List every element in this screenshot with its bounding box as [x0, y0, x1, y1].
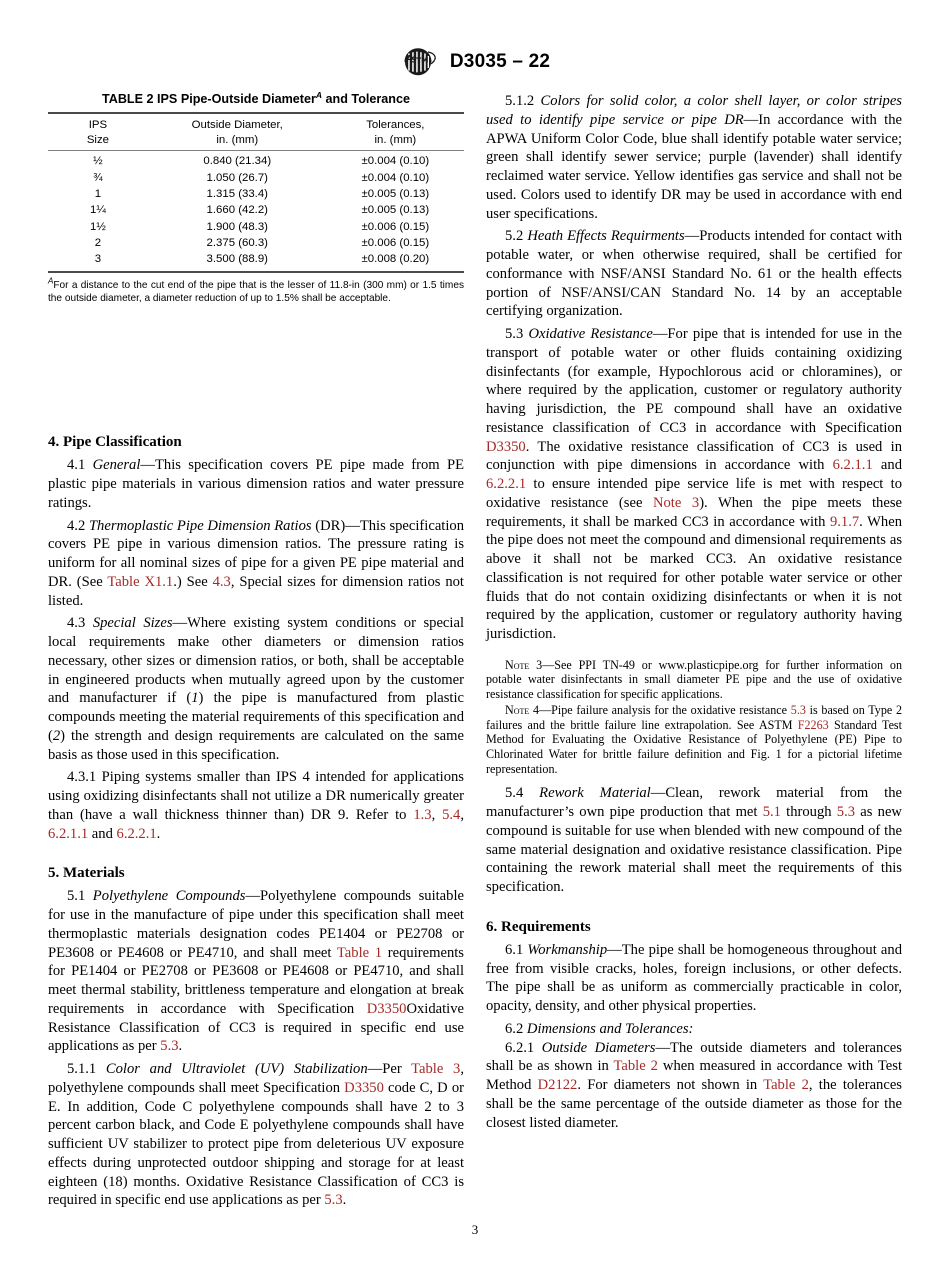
- para-number: 4.3.1: [67, 769, 97, 786]
- page-number: 3: [471, 1222, 479, 1237]
- spacer: [48, 308, 464, 416]
- table-2: [48, 112, 464, 270]
- table-2-caption-footnote-marker: A: [315, 89, 323, 100]
- para-text: ,: [431, 806, 443, 823]
- para-number: 6.1: [505, 941, 524, 958]
- cross-reference-link-d3350[interactable]: D3350: [366, 1000, 407, 1017]
- table-2-body: [48, 151, 464, 271]
- para-title: Outside Diameters: [541, 1039, 656, 1056]
- para-text: , Special sizes for dimension ratios not listed.: [48, 573, 464, 609]
- table-2-caption-prefix: TABLE 2 IPS Pipe-Outside Diameter: [101, 92, 316, 106]
- para-number: 4.3: [67, 615, 86, 632]
- para-number: 6.2.1: [505, 1039, 535, 1056]
- note-label: Note 3: [505, 657, 543, 672]
- page-header: [0, 48, 950, 76]
- table-2-col-header-outside-diameter: [148, 113, 327, 151]
- para-text: —For pipe that is intended for use in the transport of potable water or other fluids containing oxidizing disinfectants (for example, Hypochlorous acid or chloramines), or where required by the application, customer or regulatory authority having jurisdiction, the PE compound shall have an oxidative resistance classification of CC3 in accordance with Specification: [486, 326, 903, 436]
- para-text: when measured in accordance with Test Method: [486, 1058, 903, 1093]
- cross-reference-link-5-3[interactable]: 5.3: [324, 1192, 343, 1209]
- table-2-footnote: [48, 276, 464, 307]
- para-number: 5.2: [505, 228, 524, 245]
- para-title: Polyethylene Compounds: [92, 888, 246, 905]
- cell-outside-diameter: 3.500 (88.9): [206, 253, 268, 266]
- cross-reference-link-d3350[interactable]: D3350: [486, 438, 526, 455]
- table-2-col-header-tolerances: [327, 113, 464, 151]
- table-row: [48, 203, 464, 219]
- para-text: to ensure intended pipe service life is met with respect to oxidative resistance (see: [486, 476, 902, 511]
- para-number: 5.3: [505, 326, 524, 342]
- col-header-line2: Size: [86, 133, 109, 146]
- enum-marker-2: 2: [52, 727, 61, 744]
- table-row: [48, 151, 464, 170]
- para-text: —Where existing system conditions or special local requirements make other diameters or dimension ratios necessary, other sizes or dimension ratios, or both, shall be acceptable in engineered products when mutually agreed upon by the customer and manufacturer if (: [48, 615, 464, 707]
- table-row: [48, 170, 464, 186]
- para-text: . The oxidative resistance classification of CC3 is used in conjunction with pipe dimensions in accordance with: [486, 438, 902, 474]
- para-text: through: [780, 804, 837, 820]
- note-label: Note 4: [505, 702, 540, 717]
- para-text: .: [178, 1038, 183, 1055]
- para-text: code C, D or E. In addition, Code C polyethylene compounds shall have 2 to 3 percent carbon black, and Code E polyethylene compounds shall have sufficient UV stabilizer to protect pipe from deleterious UV exposure effects during unprotected outdoor shipping and storage for at least eighteen (18) months. Oxidative Resistance Classification of CC3 is required in specific end use applications as per: [48, 1079, 464, 1209]
- table-2-caption-suffix: and Tolerance: [322, 92, 410, 106]
- cell-tolerance: ±0.005 (0.13): [361, 204, 430, 217]
- cell-outside-diameter: 1.660 (42.2): [206, 204, 268, 217]
- cross-reference-link-d3350[interactable]: D3350: [344, 1079, 384, 1096]
- note-3: [486, 658, 902, 703]
- astm-logo-icon: [400, 48, 440, 76]
- para-title: Color and Ultraviolet (UV) Stabilization: [105, 1061, 368, 1078]
- cross-reference-link-5-3[interactable]: 5.3: [160, 1038, 179, 1055]
- cell-outside-diameter: 1.315 (33.4): [206, 187, 268, 200]
- cell-ips-size: 1¼: [89, 204, 106, 217]
- para-number: 5.1.1: [67, 1061, 97, 1078]
- para-text: ,: [460, 806, 465, 823]
- para-text: .) See: [173, 573, 213, 590]
- cross-reference-link-table-3[interactable]: Table 3: [411, 1061, 461, 1078]
- cross-reference-link-5-3[interactable]: 5.3: [836, 804, 856, 820]
- cross-reference-link-6-2-2-1[interactable]: 6.2.2.1: [486, 476, 527, 492]
- para-body: —In accordance with the APWA Uniform Color Code, blue shall identify potable water service; green shall identify sewer service; purple (lavender) shall identify reclaimed water service. Yellow identifies gas service and shall not be used. Colors used to identify DR may be used in accordance with end user specifications.: [486, 111, 902, 222]
- paragraph-5-4: [486, 784, 902, 901]
- cell-ips-size: 2: [94, 237, 102, 250]
- cell-tolerance: ±0.004 (0.10): [361, 171, 430, 184]
- para-title: Dimensions and Tolerances:: [526, 1020, 694, 1037]
- cell-outside-diameter: 0.840 (21.34): [148, 151, 327, 170]
- paragraph-6-1: [486, 941, 902, 1020]
- para-number: 4.1: [67, 457, 86, 474]
- para-text: —Per: [367, 1061, 412, 1078]
- note-text: —Pipe failure analysis for the oxidative resistance: [539, 702, 791, 717]
- svg-text:T: T: [415, 56, 421, 66]
- para-text: . For diameters not shown in: [577, 1077, 764, 1093]
- para-title: Workmanship: [527, 941, 608, 958]
- table-2-head: [48, 113, 464, 151]
- col-header-line1: Outside Diameter,: [191, 119, 283, 132]
- cell-ips-size: 3: [94, 253, 102, 266]
- table-row: [48, 235, 464, 251]
- col-header-line2: in. (mm): [216, 133, 259, 146]
- para-title: General: [92, 457, 141, 474]
- para-number: 5.1: [67, 888, 86, 905]
- cross-reference-link-note-3[interactable]: Note 3: [652, 494, 700, 511]
- table-2-col-header-size: [48, 113, 148, 151]
- para-title: Heath Effects Requirments: [527, 228, 685, 245]
- para-text: ) the strength and design requirements are calculated on the same basis as those used in this specification.: [48, 727, 464, 763]
- svg-text:A: A: [406, 54, 413, 64]
- notes-block: [486, 648, 902, 785]
- section-heading-4: 4. Pipe Classification: [48, 434, 182, 451]
- para-body: —Products intended for contact with potable water, or when otherwise required, shall be certified for conformance with NSF/ANSI Standard No. 61 or the health effects portion of NSF/ANSI/CAN Standard No. 14 by an acceptable certifying organization.: [486, 228, 902, 320]
- cross-reference-link-4-3[interactable]: 4.3: [212, 573, 231, 590]
- cross-reference-link-d2122[interactable]: D2122: [537, 1077, 578, 1093]
- section-heading-5: 5. Materials: [48, 865, 125, 882]
- para-text: ). When the pipe meets these requirements, it shall be marked CC3 in accordance with: [486, 494, 902, 530]
- para-title: Rework Material: [539, 785, 651, 802]
- para-title: Special Sizes: [92, 615, 173, 632]
- para-text: .: [156, 825, 161, 842]
- paragraph-5-3: [486, 325, 902, 648]
- table-row: [48, 186, 464, 202]
- table-row: [48, 219, 464, 235]
- para-text: Oxidative Resistance Classification of CC3 is required in specific end use applications as per: [48, 1000, 464, 1055]
- para-text: and: [88, 825, 117, 842]
- cell-tolerance: ±0.006 (0.15): [361, 237, 430, 250]
- para-text: .: [342, 1192, 347, 1209]
- paragraph-5-2: [486, 227, 902, 325]
- note-4: [486, 703, 902, 777]
- left-column: [48, 89, 465, 1210]
- note-text: Standard Test Method for Evaluating the Oxidative Resistance of Polyethylene (PE) Pipe to Chlorinated Water for brittle failure definition and Fig. 1 for a pictorial lifetime representation.: [486, 717, 903, 776]
- col-header-line1: IPS: [88, 119, 108, 132]
- cross-reference-link-table-1[interactable]: Table 1: [336, 944, 383, 961]
- para-text: —Polyethylene compounds suitable for use in the manufacture of pipe under this specification shall meet thermoplastic materials designation codes PE1404 or PE2708 or PE3608 or PE4608 or PE4710, and shall meet: [48, 888, 464, 961]
- paragraph-4-2: [48, 517, 464, 615]
- cell-tolerance: ±0.006 (0.15): [361, 220, 430, 233]
- cross-reference-link-1-3[interactable]: 1.3: [413, 806, 432, 823]
- cell-ips-size: ½: [48, 151, 148, 170]
- svg-text:S: S: [411, 55, 417, 65]
- document-designation: D3035 – 22: [449, 51, 551, 72]
- table-row: [48, 252, 464, 271]
- table-2-bottom-rule: [48, 271, 464, 273]
- paragraph-4-1: [48, 456, 464, 516]
- cell-tolerance: ±0.005 (0.13): [361, 187, 430, 200]
- col-header-line1: Tolerances,: [366, 119, 425, 132]
- paragraph-6-2-1: [486, 1039, 902, 1137]
- footnote-marker: A: [48, 276, 54, 286]
- cross-reference-link-6-2-1-1[interactable]: 6.2.1.1: [48, 825, 89, 842]
- paragraph-5-1-1: [48, 1060, 464, 1210]
- para-text: —The outside diameters and tolerances shall be as shown in: [486, 1039, 902, 1075]
- cross-reference-link-table-2[interactable]: Table 2: [763, 1077, 809, 1093]
- cell-outside-diameter: 1.900 (48.3): [206, 220, 268, 233]
- para-text: , the tolerances shall be the same percentage of the outside diameter as those for the closest listed diameter.: [486, 1077, 902, 1131]
- section-heading-6: 6. Requirements: [486, 918, 591, 935]
- para-text: requirements for PE1404 or PE2708 or PE3608 or PE4608 or PE4710, and shall meet thermal stability, brittleness temperature and elongation at break requirements in accordance with Specification: [48, 944, 464, 1017]
- cell-tolerance: ±0.004 (0.10): [327, 151, 464, 170]
- cross-reference-link-6-2-1-1[interactable]: 6.2.1.1: [832, 457, 873, 474]
- cross-reference-link-f2263[interactable]: F2263: [797, 717, 829, 732]
- para-text: . When the pipe does not meet the compound and dimensional requirements as above it shall not be marked CC3. An oxidative resistance classification is not required for other potable water service or other fluids that do not contain oxidizing disinfectants or when it is not required by the application, customer or regulatory authority having jurisdiction.: [486, 513, 902, 642]
- para-title: Colors for solid color, a color shell layer, or color stripes used to identify pipe service or pipe DR: [486, 93, 902, 128]
- para-text: ) the pipe is manufactured from plastic compounds meeting the material requirements of this specification and (: [48, 690, 465, 744]
- para-number: 6.2: [505, 1020, 524, 1037]
- para-text: as new compound is suitable for use when blended with new compound of the same material designation and oxidative resistance classification. Pipe containing the rework material shall meet the requirements of this specification.: [486, 804, 902, 895]
- cell-ips-size: ¾: [93, 171, 103, 184]
- cross-reference-link-5-1[interactable]: 5.1: [762, 804, 781, 820]
- para-text: and: [872, 457, 902, 474]
- cross-reference-link-9-1-7[interactable]: 9.1.7: [829, 513, 860, 530]
- paragraph-4-3-1: [48, 768, 464, 847]
- svg-text:M: M: [420, 55, 429, 65]
- cross-reference-link-5-4[interactable]: 5.4: [442, 806, 461, 823]
- table-2-caption: [48, 89, 464, 112]
- right-column: [486, 92, 902, 1136]
- para-body: —This specification covers PE pipe made from PE plastic pipe materials in various dimension ratios and water pressure ratings.: [48, 457, 464, 511]
- cell-outside-diameter: 2.375 (60.3): [206, 237, 268, 250]
- table-2-header-row: [48, 113, 464, 151]
- cross-reference-link-5-3[interactable]: 5.3: [790, 702, 806, 717]
- para-text: Piping systems smaller than IPS 4 intended for applications using oxidizing disinfectants shall not utilize a DR numerically greater than (have a wall thickness thinner than) DR 9. Refer to: [48, 769, 464, 823]
- cell-ips-size: 1½: [89, 220, 106, 233]
- cross-reference-link-table-x1-1[interactable]: Table X1.1: [107, 573, 174, 590]
- paragraph-5-1-2: [486, 92, 902, 227]
- col-header-line2: in. (mm): [374, 133, 417, 146]
- cross-reference-link-6-2-2-1[interactable]: 6.2.2.1: [116, 825, 157, 842]
- footnote-text: For a distance to the cut end of the pipe that is the lesser of 11.8-in (300 mm) or 1.5 times the outside diameter, a diameter reduction of up to 1.5% shall be acceptable.: [48, 279, 464, 305]
- table-2-block: [48, 89, 464, 306]
- paragraph-6-2: [486, 1020, 902, 1039]
- para-text: , polyethylene compounds shall meet Specification: [48, 1061, 464, 1096]
- para-title: Oxidative Resistance: [528, 326, 653, 342]
- cross-reference-link-table-2[interactable]: Table 2: [613, 1058, 658, 1075]
- para-number: 4.2: [67, 517, 86, 534]
- para-number: 5.1.2: [505, 93, 535, 109]
- enum-marker-1: 1: [191, 690, 199, 707]
- cell-tolerance: ±0.008 (0.20): [361, 253, 430, 266]
- para-number: 5.4: [505, 785, 524, 802]
- cell-ips-size: 1: [94, 187, 102, 200]
- note-text: is based on Type 2 failures and the brittle failure line extrapolation. See ASTM: [486, 702, 903, 732]
- note-body: —See PPI TN-49 or www.plasticpipe.org for further information on potable water disinfectants in small diameter PE pipe and the use of oxidative resistance classification for specific applications.: [486, 657, 902, 702]
- paragraph-5-1: [48, 887, 464, 1060]
- para-text: —Clean, rework material from the manufacturer’s own pipe production that met: [486, 785, 902, 820]
- para-body: —The pipe shall be homogeneous throughout and free from visible cracks, holes, foreign inclusions, or other defects. The pipe shall be as uniform as commercially practicable in color, opacity, density, and other physical properties.: [486, 941, 902, 1014]
- para-title: Thermoplastic Pipe Dimension Ratios: [88, 517, 312, 534]
- paragraph-4-3: [48, 614, 464, 768]
- cell-outside-diameter: 1.050 (26.7): [206, 171, 268, 184]
- para-text: (DR)—This specification covers PE pipe in various dimension ratios. The pressure rating is uniform for all nominal sizes of pipe for a given PE pipe material and DR. (See: [48, 517, 465, 590]
